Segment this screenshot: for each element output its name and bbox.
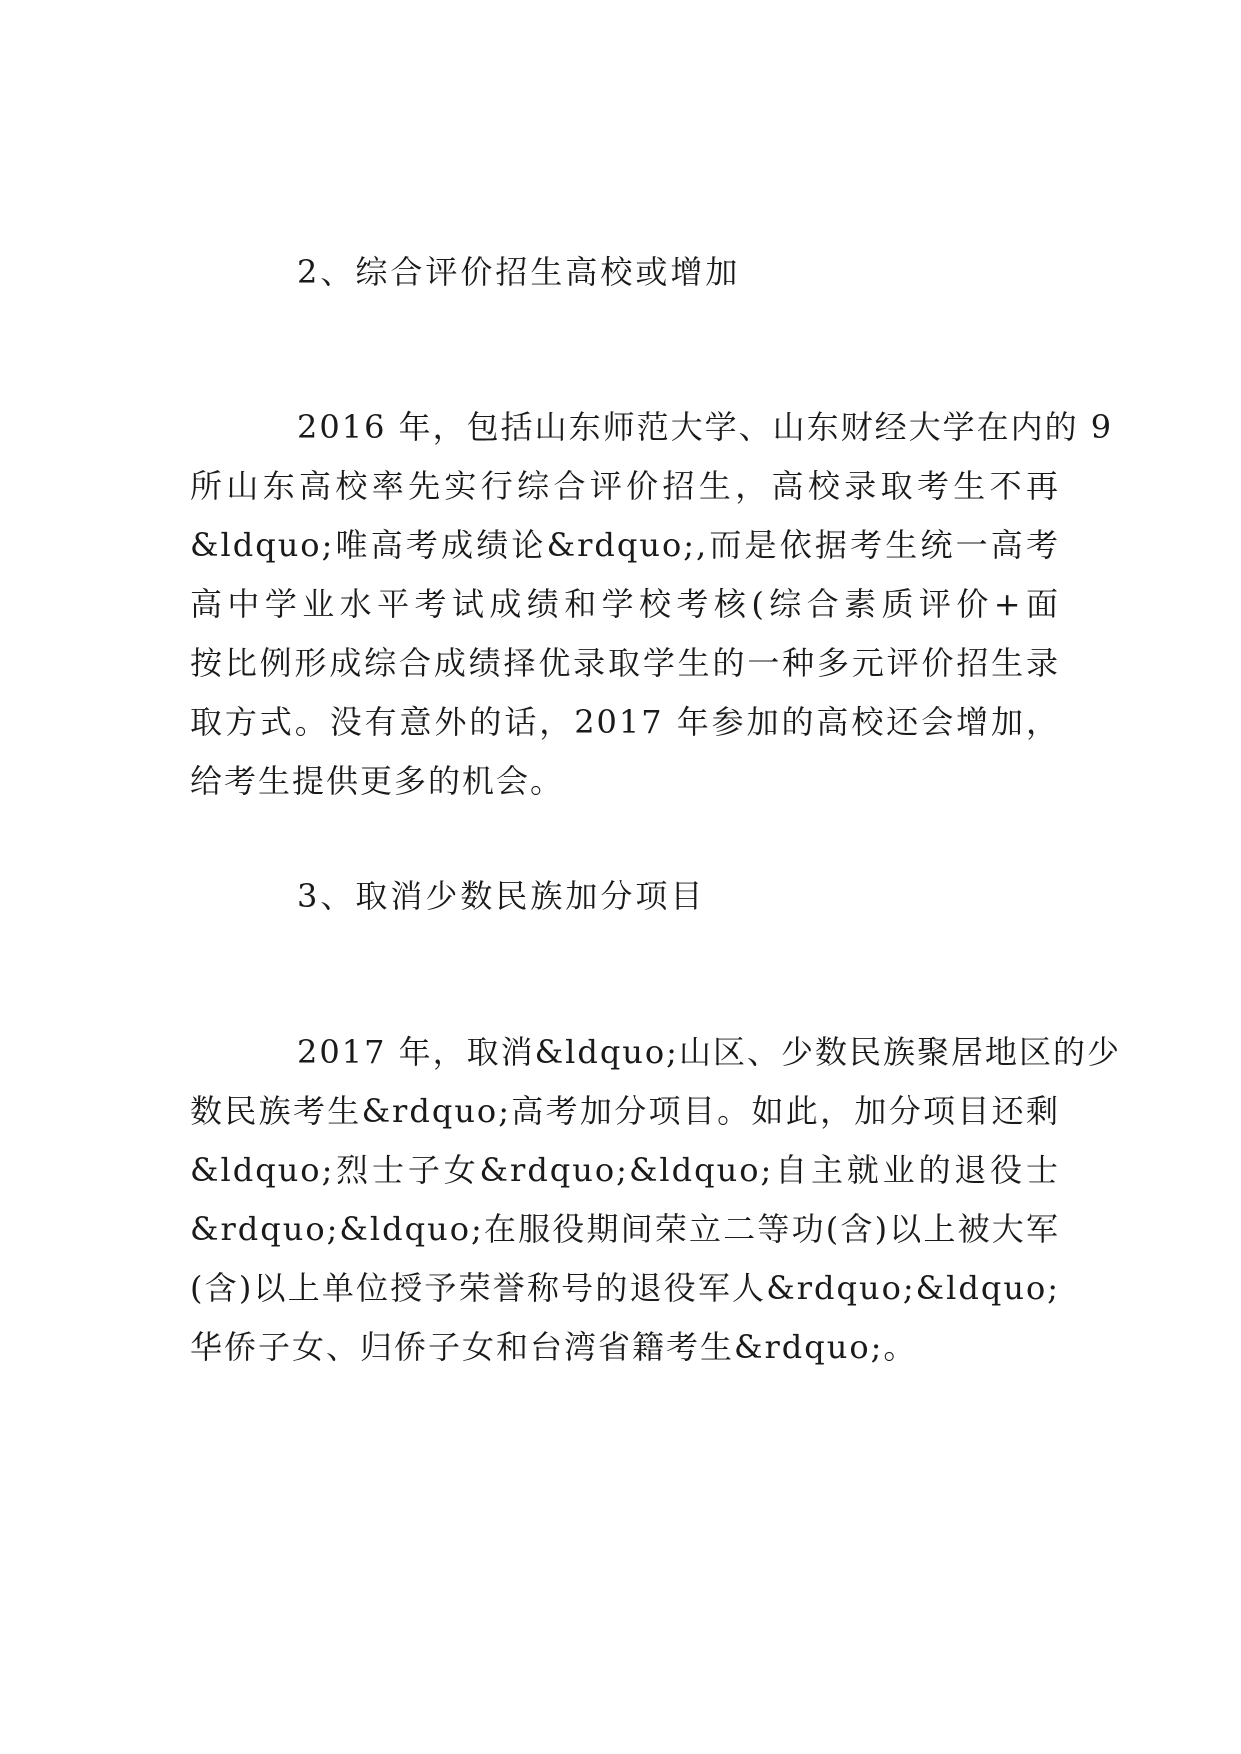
paragraph-line: &ldquo;唯高考成绩论&rdquo;,而是依据考生统一高考 <box>190 526 1060 564</box>
paragraph-line: 按比例形成综合成绩择优录取学生的一种多元评价招生录 <box>190 644 1060 682</box>
paragraph-line: 高中学业水平考试成绩和学校考核(综合素质评价+面 <box>190 585 1060 623</box>
paragraph-line: (含)以上单位授予荣誉称号的退役军人&rdquo;&ldquo; <box>190 1269 1060 1307</box>
paragraph-line: 2017 年，取消&ldquo;山区、少数民族聚居地区的少 <box>297 1033 1121 1071</box>
paragraph-line: 数民族考生&rdquo;高考加分项目。如此，加分项目还剩 <box>190 1092 1060 1130</box>
paragraph-line: 2016 年，包括山东师范大学、山东财经大学在内的 9 <box>297 408 1114 446</box>
paragraph-line: 所山东高校率先实行综合评价招生，高校录取考生不再 <box>190 467 1060 505</box>
paragraph-line: &rdquo;&ldquo;在服役期间荣立二等功(含)以上被大军 <box>190 1210 1060 1248</box>
section-heading-2: 2、综合评价招生高校或增加 <box>297 253 741 291</box>
paragraph-line: 华侨子女、归侨子女和台湾省籍考生&rdquo;。 <box>190 1328 918 1366</box>
paragraph-line: 给考生提供更多的机会。 <box>190 762 565 800</box>
paragraph-line: 取方式。没有意外的话，2017 年参加的高校还会增加， <box>190 703 1060 741</box>
paragraph-comprehensive-evaluation <box>190 398 1114 811</box>
section-heading-3: 3、取消少数民族加分项目 <box>297 877 706 915</box>
paragraph-minority-bonus <box>190 1023 1121 1377</box>
paragraph-line: &ldquo;烈士子女&rdquo;&ldquo;自主就业的退役士 <box>190 1151 1060 1189</box>
